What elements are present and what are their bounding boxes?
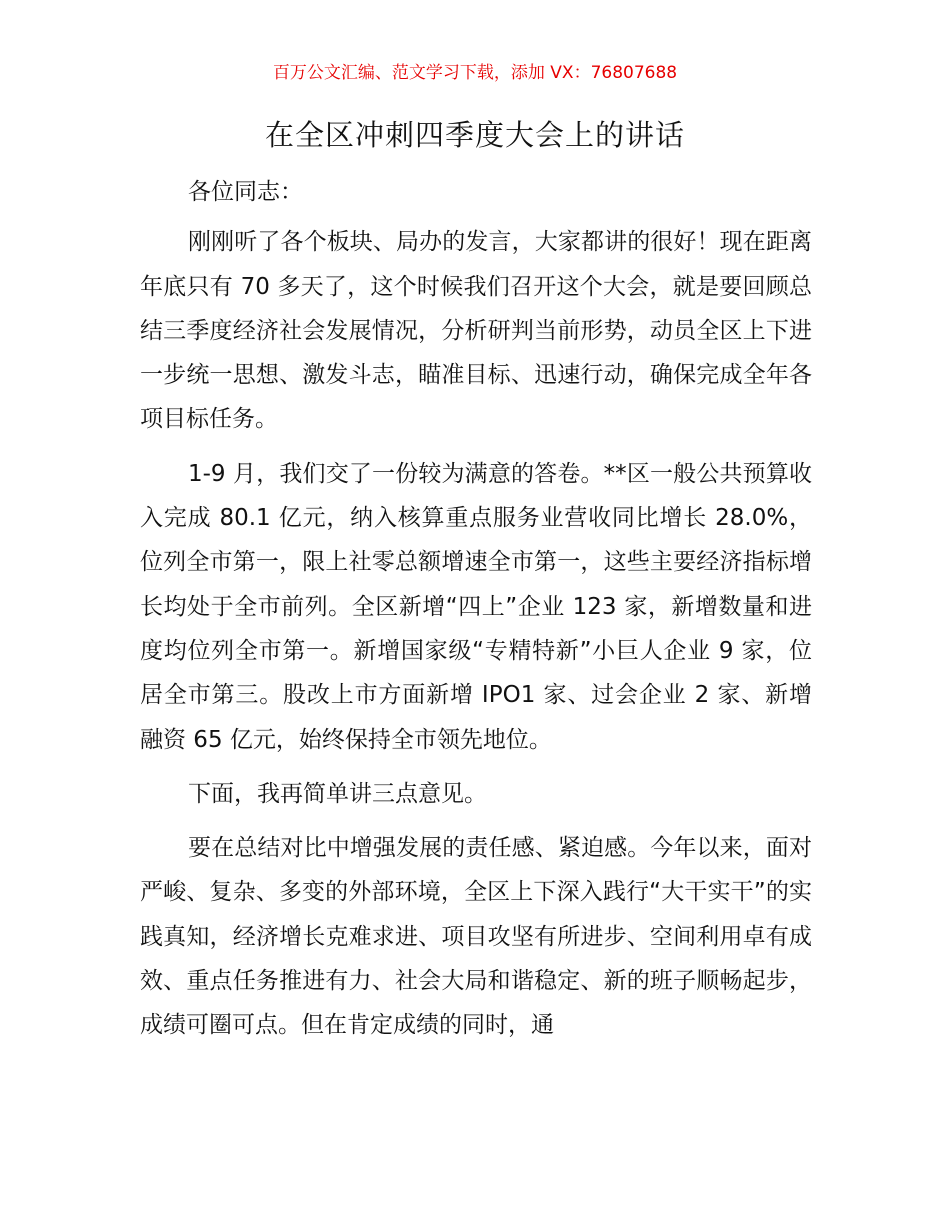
salutation: 各位同志： xyxy=(188,179,303,205)
header-watermark-note: 百万公文汇编、范文学习下载，添加 VX：76807688 xyxy=(272,63,678,83)
paragraph-1: 刚刚听了各个板块、局办的发言，大家都讲的很好！现在距离年底只有 70 多天了，这个时候我们召开这个大会，就是要回顾总结三季度经济社会发展情况，分析研判当前形势，动员全区上下进一步统一思想、激发斗志，瞄准目标、迅速行动，确保完成全年各项目标任务。 xyxy=(140,229,812,433)
paragraph-3: 下面，我再简单讲三点意见。 xyxy=(188,780,487,807)
document-body xyxy=(140,170,812,1048)
paragraph-2: 1-9 月，我们交了一份较为满意的答卷。**区一般公共预算收入完成 80.1 亿元，纳入核算重点服务业营收同比增长 28.0%，位列全市第一，限上社零总额增速全市第一，这些主要经济指标增长均处于全市前列。全区新增“四上”企业 123 家，新增数量和进度均位列全市第一。新增国家级“专精特新”小巨人企业 9 家，位居全市第三。股改上市方面新增 IPO1 家、过会企业 2 家、新增融资 65 亿元，始终保持全市领先地位。 xyxy=(140,460,812,753)
document-title: 在全区冲刺四季度大会上的讲话 xyxy=(264,118,685,152)
paragraph-4: 要在总结对比中增强发展的责任感、紧迫感。今年以来，面对严峻、复杂、多变的外部环境，全区上下深入践行“大干实干”的实践真知，经济增长克难求进、项目攻坚有所进步、空间利用卓有成效、重点任务推进有力、社会大局和谐稳定、新的班子顺畅起步，成绩可圈可点。但在肯定成绩的同时，通 xyxy=(140,835,812,1039)
